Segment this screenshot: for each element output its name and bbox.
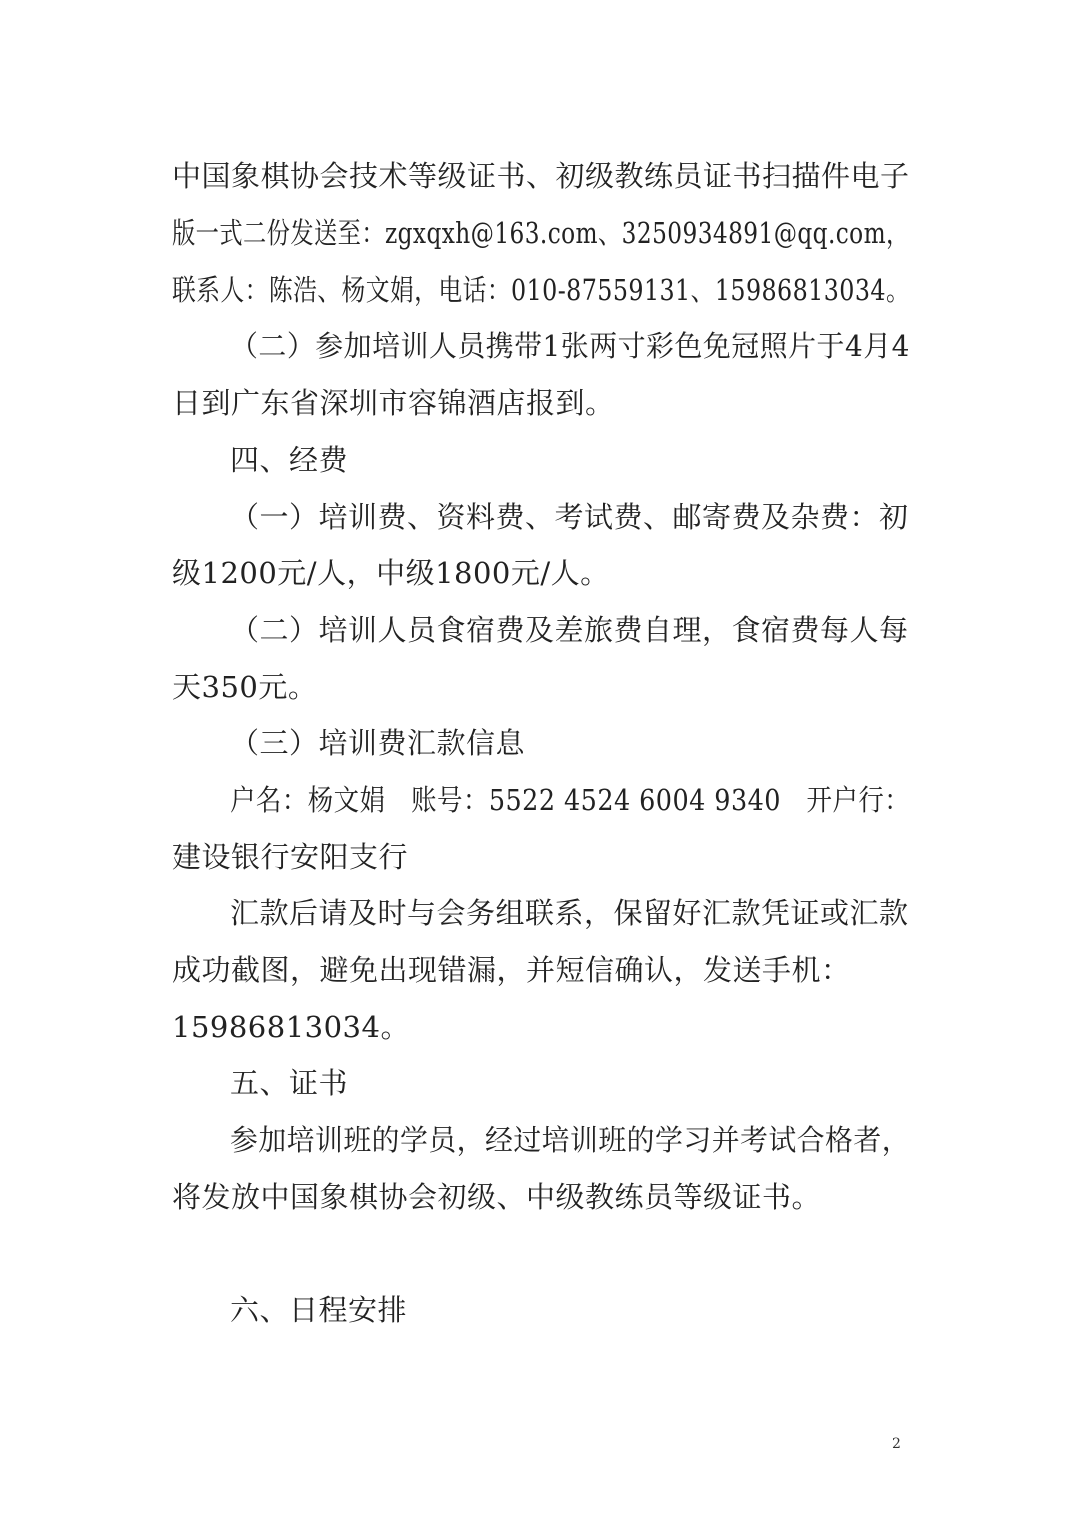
text-line: 将发放中国象棋协会初级、中级教练员等级证书。 — [172, 1180, 822, 1214]
text-line: （二）培训人员食宿费及差旅费自理，食宿费每人每 — [230, 613, 909, 647]
text-line: 汇款后请及时与会务组联系，保留好汇款凭证或汇款 — [230, 896, 909, 930]
text-line: 版一式二份发送至：zgxqxh@163.com、3250934891@qq.com， — [172, 216, 910, 250]
section-heading: 六、日程安排 — [230, 1293, 408, 1327]
section-heading: 五、证书 — [230, 1066, 349, 1100]
text-line: 户名：杨文娟 账号：5522 4524 6004 9340 开户行： — [230, 783, 911, 817]
text-line: （一）培训费、资料费、考试费、邮寄费及杂费：初 — [230, 500, 909, 534]
page-number: 2 — [892, 1436, 901, 1452]
text-line: 成功截图，避免出现错漏，并短信确认，发送手机： — [172, 953, 851, 987]
text-line: （二）参加培训人员携带1张两寸彩色免冠照片于4月4 — [230, 329, 910, 363]
section-heading: 四、经费 — [230, 443, 349, 477]
text-line: 日到广东省深圳市容锦酒店报到。 — [172, 386, 615, 420]
text-line: 建设银行安阳支行 — [172, 840, 409, 874]
text-line: 天350元。 — [172, 670, 318, 704]
text-line: 参加培训班的学员，经过培训班的学习并考试合格者， — [230, 1123, 911, 1157]
text-line: （三）培训费汇款信息 — [230, 726, 526, 760]
text-line: 中国象棋协会技术等级证书、初级教练员证书扫描件电子 — [172, 159, 910, 193]
text-line: 级1200元/人，中级1800元/人。 — [172, 556, 610, 590]
text-line: 15986813034。 — [172, 1010, 410, 1044]
text-line: 联系人：陈浩、杨文娟，电话：010-87559131、15986813034。 — [172, 273, 911, 307]
